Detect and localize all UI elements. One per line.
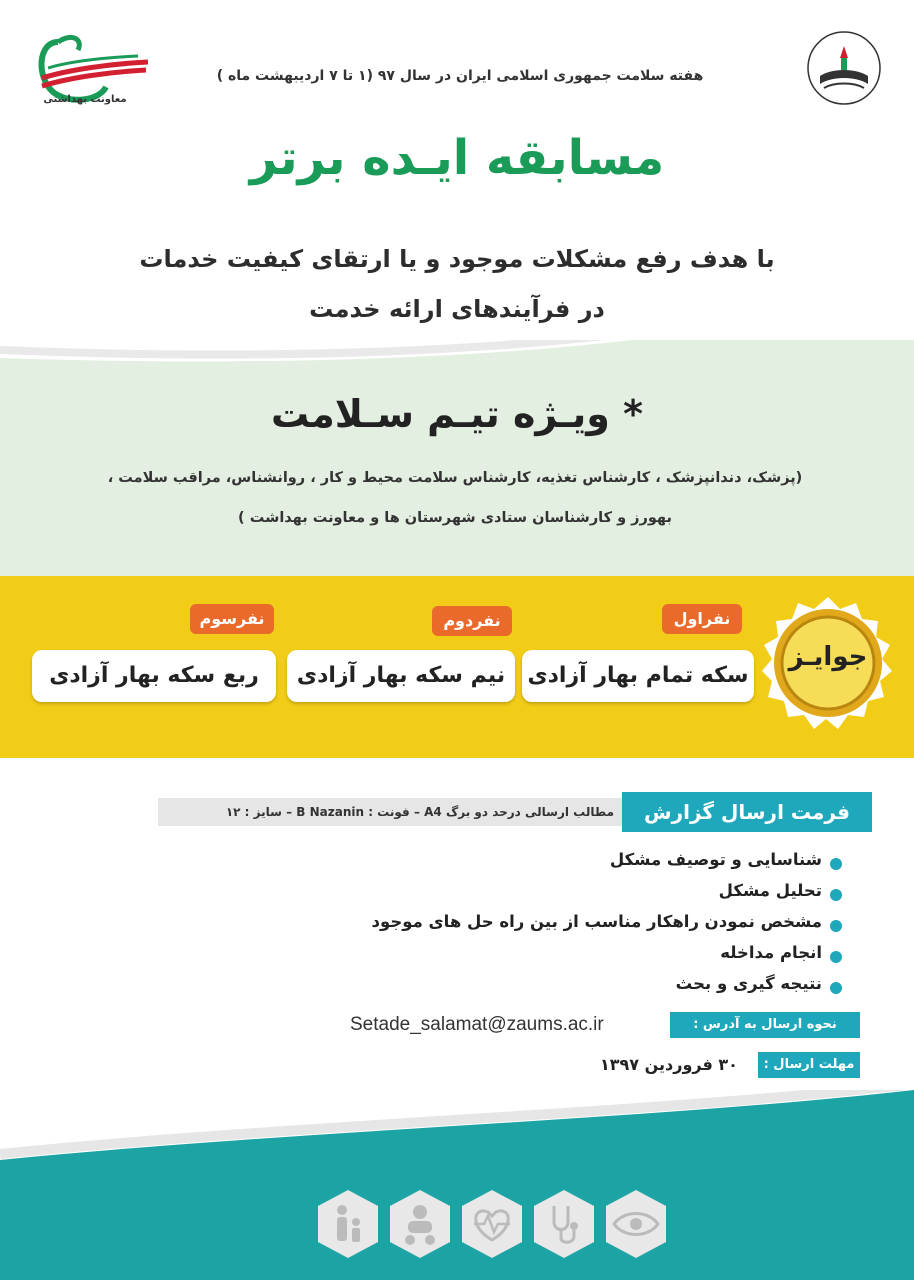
- footer-background: [0, 1090, 914, 1280]
- eye-icon: [602, 1188, 670, 1260]
- format-step-2: تحلیل مشکل: [718, 881, 822, 900]
- team-section-background: [0, 340, 914, 580]
- prize-second: نیم سکه بهار آزادی: [287, 650, 515, 702]
- rank-first-tag: نفراول: [662, 604, 742, 634]
- format-step-3: مشخص نمودن راهکار مناسب از بین راه حل های موجود: [371, 912, 822, 931]
- rank-third-tag: نفرسوم: [190, 604, 274, 634]
- format-step-4: انجام مداخله: [720, 943, 822, 962]
- university-logo: [804, 28, 884, 108]
- deadline-label: مهلت ارسال :: [758, 1052, 860, 1078]
- page-title: مسابقه ایـده برتر: [249, 130, 665, 186]
- rank-second-tag: نفردوم: [432, 606, 512, 636]
- bullet-icon: [830, 951, 842, 963]
- prizes-badge-label: جوایـز: [788, 642, 868, 672]
- format-heading: فرمت ارسال گزارش: [622, 792, 872, 832]
- submission-email[interactable]: Setade_salamat@zaums.ac.ir: [350, 1014, 604, 1035]
- submission-deadline: ۳۰ فروردین ۱۳۹۷: [600, 1055, 738, 1074]
- baby-icon: [386, 1188, 454, 1260]
- heart-pulse-icon: [458, 1188, 526, 1260]
- team-title: * ویـژه تیـم سـلامت: [270, 392, 644, 436]
- subtitle-line-2: در فرآیندهای ارائه خدمت: [309, 295, 605, 323]
- prize-first: سکه تمام بهار آزادی: [522, 650, 754, 702]
- format-step-5: نتیجه گیری و بحث: [675, 974, 822, 993]
- bullet-icon: [830, 982, 842, 994]
- format-detail: مطالب ارسالی درحد دو برگ A4 – فونت : B Nazanin – سایز : ۱۲: [158, 798, 622, 826]
- stethoscope-icon: [530, 1188, 598, 1260]
- family-icon: [314, 1188, 382, 1260]
- subtitle-line-1: با هدف رفع مشکلات موجود و یا ارتقای کیفیت خدمات: [139, 245, 775, 273]
- bullet-icon: [830, 858, 842, 870]
- team-description-line-2: بهورز و کارشناسان ستادی شهرستان ها و معاونت بهداشت ): [238, 510, 672, 526]
- prize-third: ربع سکه بهار آزادی: [32, 650, 276, 702]
- format-step-1: شناسایی و توصیف مشکل: [609, 850, 822, 869]
- team-description-line-1: (پزشک، دندانپزشک ، کارشناس تغذیه، کارشناس سلامت محیط و کار ، روانشناس، مراقب سلامت ،: [107, 470, 803, 486]
- logo-caption: معاونت بهداشتی: [43, 94, 127, 105]
- bullet-icon: [830, 889, 842, 901]
- health-week-line: هفته سلامت جمهوری اسلامی ایران در سال ۹۷ (۱ تا ۷ اردیبهشت ماه ): [216, 68, 704, 84]
- bullet-icon: [830, 920, 842, 932]
- address-label: نحوه ارسال به آدرس :: [670, 1012, 860, 1038]
